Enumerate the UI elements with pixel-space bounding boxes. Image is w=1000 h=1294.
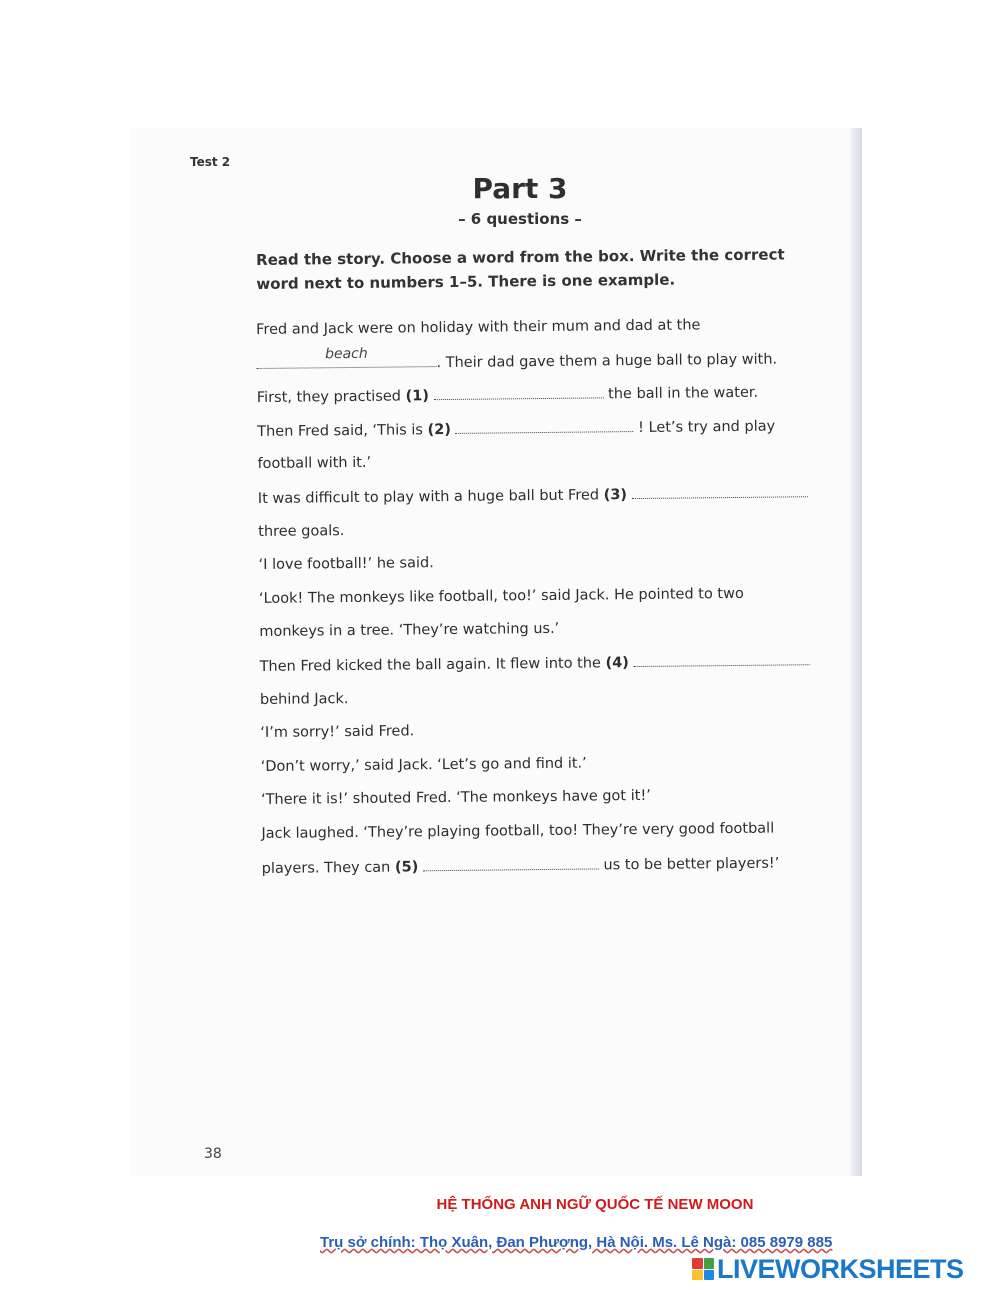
instruction-line: word next to numbers 1–5. There is one example.: [256, 270, 676, 293]
question-number-4: (4): [605, 655, 629, 672]
instruction-line: Read the story. Choose a word from the box. Write the correct: [256, 245, 785, 269]
answer-blank-3[interactable]: [631, 480, 807, 499]
liveworksheets-logo-icon: [692, 1258, 714, 1280]
story-line: First, they practised (1) the ball in the water.: [257, 379, 817, 418]
answer-blank-5[interactable]: [423, 852, 599, 871]
test-label: Test 2: [190, 155, 231, 169]
question-number-2: (2): [427, 421, 451, 438]
page-number: 38: [204, 1146, 222, 1162]
story-line: It was difficult to play with a huge ball but Fred (3): [258, 480, 818, 519]
school-name: HỆ THỐNG ANH NGỮ QUỐC TẾ NEW MOON: [436, 1196, 754, 1213]
answer-blank-1[interactable]: [433, 382, 603, 401]
liveworksheets-logo[interactable]: [692, 1254, 964, 1284]
answer-blank-2[interactable]: [455, 415, 633, 434]
story-line: Jack laughed. ‘They’re playing football, too! They’re very good football: [261, 820, 775, 842]
story-line: Then Fred said, ‘This is (2) ! Let’s try and play: [257, 413, 817, 452]
story-text: [256, 312, 822, 889]
answer-blank-4[interactable]: [633, 648, 809, 667]
example-answer: beach: [324, 345, 368, 362]
scan-edge-shadow: [850, 128, 862, 1176]
question-number-3: (3): [603, 487, 628, 504]
story-line: ‘I’m sorry!’ said Fred.: [260, 723, 415, 742]
story-line: ‘There it is!’ shouted Fred. ‘The monkeys have got it!’: [260, 788, 651, 809]
story-line: ‘Don’t worry,’ said Jack. ‘Let’s go and find it.’: [260, 755, 587, 775]
school-address: Trụ sở chính: Thọ Xuân, Đan Phượng, Hà Nội. Ms. Lê Ngà: 085 8979 885: [320, 1234, 833, 1251]
example-answer-blank: [256, 345, 436, 369]
part-title: Part 3: [472, 172, 568, 205]
story-line: behind Jack.: [259, 690, 349, 708]
story-line: Fred and Jack were on holiday with their mum and dad at the: [256, 317, 701, 338]
story-line: Then Fred kicked the ball again. It flew into the (4): [260, 648, 820, 687]
story-line: beach . Their dad gave them a huge ball to play with.: [256, 346, 816, 385]
story-line: monkeys in a tree. ‘They’re watching us.’: [259, 621, 560, 641]
story-line: football with it.’: [257, 455, 372, 473]
story-line: ‘I love football!’ he said.: [258, 555, 434, 574]
story-line: players. They can (5) us to be better players!’: [262, 850, 822, 889]
question-number-5: (5): [394, 858, 419, 876]
question-number-1: (1): [405, 388, 430, 405]
instructions: [256, 242, 796, 296]
story-line: three goals.: [258, 522, 345, 540]
part-subtitle: – 6 questions –: [458, 210, 582, 228]
liveworksheets-brand: LIVEWORKSHEETS: [717, 1253, 964, 1284]
story-line: ‘Look! The monkeys like football, too!’ said Jack. He pointed to two: [258, 585, 744, 607]
